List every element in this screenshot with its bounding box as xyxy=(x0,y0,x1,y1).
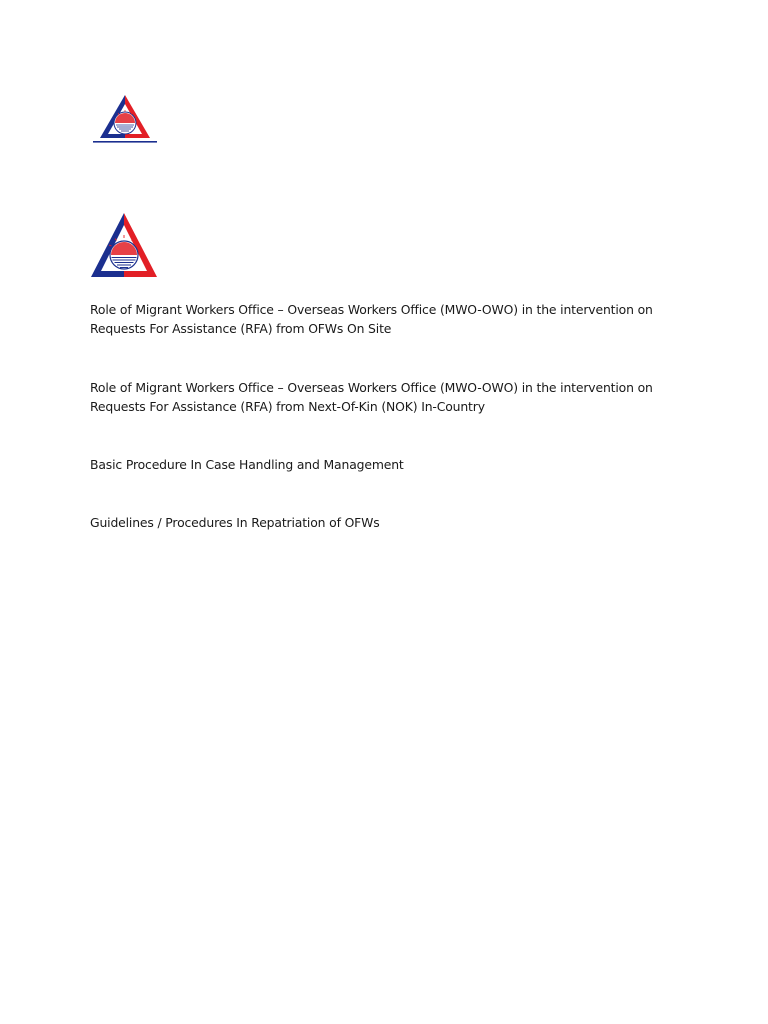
rfa-nok-incountry-text: Role of Migrant Workers Office – Overseas Workers Office (MWO-OWO) in the intervention on Requests For Assistance (RFA) from Next-Of-Kin (NOK) In-Country xyxy=(90,380,653,414)
repatriation-guidelines-text: Guidelines / Procedures In Repatriation of OFWs xyxy=(90,515,380,530)
case-handling-procedure-text: Basic Procedure In Case Handling and Management xyxy=(90,457,404,472)
dmw-logo-large-icon xyxy=(88,211,160,279)
rfa-ofws-onsite-text: Role of Migrant Workers Office – Overseas Workers Office (MWO-OWO) in the intervention on Requests For Assistance (RFA) from OFWs On Site xyxy=(90,302,653,336)
dmw-logo-small-icon xyxy=(89,92,161,146)
